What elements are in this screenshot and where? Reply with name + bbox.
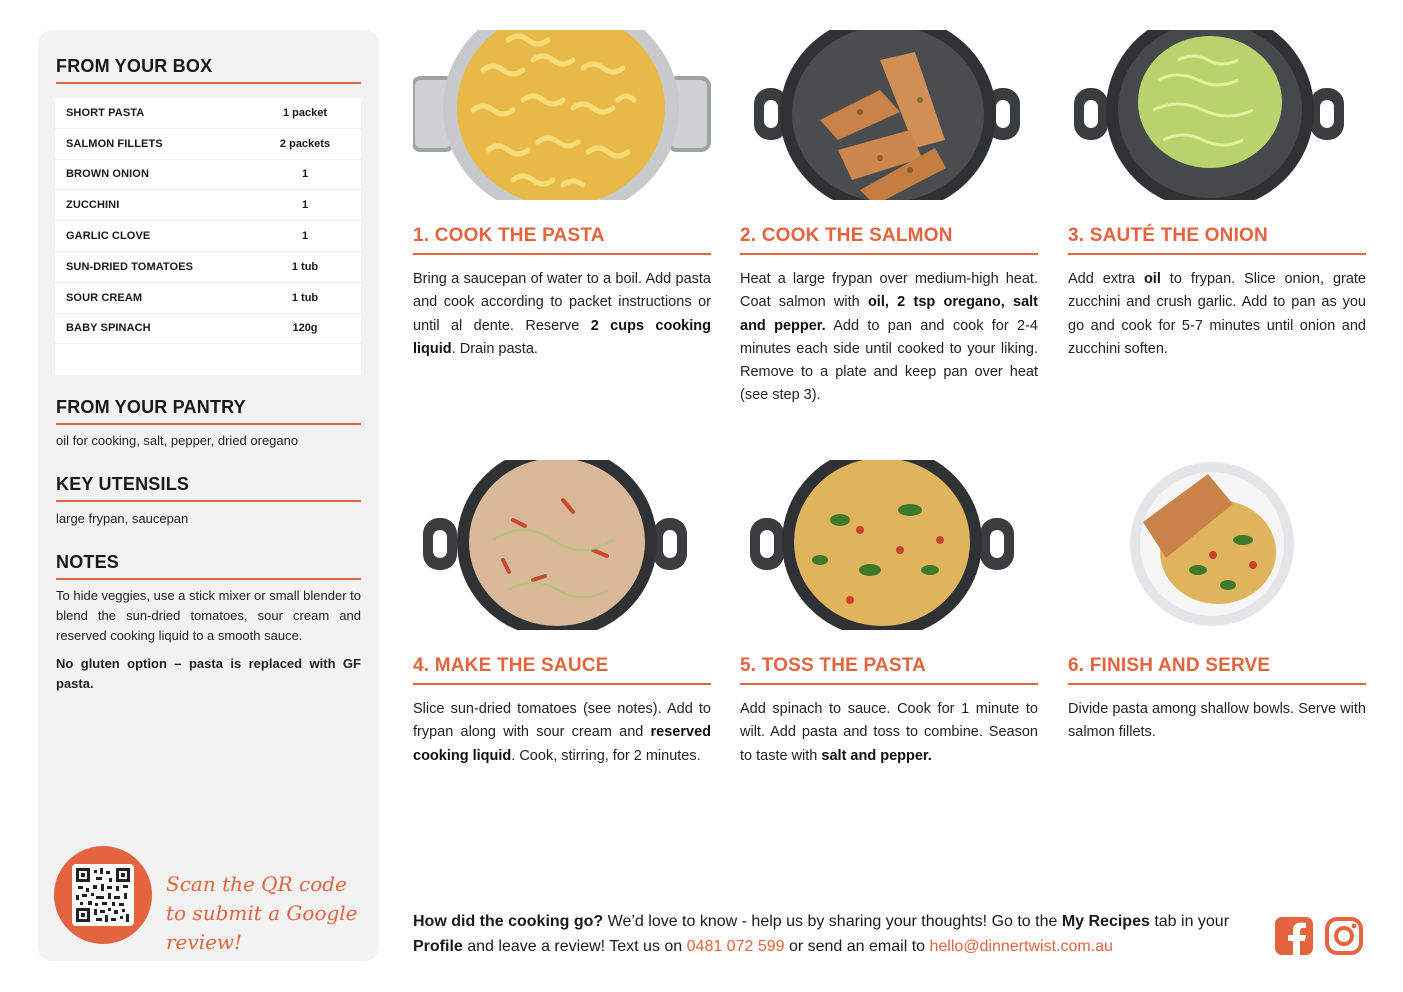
sidebar-panel	[38, 30, 379, 961]
ingredient-name: SHORT PASTA	[66, 106, 145, 119]
ingredient-row	[55, 190, 361, 221]
ingredient-qty: 2 packets	[279, 137, 331, 150]
step-title: 6. FINISH AND SERVE	[1068, 655, 1271, 676]
my-recipes-link[interactable]: My Recipes	[1061, 913, 1150, 930]
ingredient-name: ZUCCHINI	[66, 199, 120, 212]
ingredient-row	[55, 129, 361, 160]
footer-text: tab in your	[1149, 913, 1230, 930]
step-rule	[1068, 683, 1366, 685]
step-title: 2. COOK THE SALMON	[740, 225, 953, 246]
ingredient-qty: 1 tub	[291, 260, 319, 273]
ingredient-qty: 1	[301, 230, 309, 243]
ingredient-name: SOUR CREAM	[66, 291, 143, 304]
step-title: 3. SAUTÉ THE ONION	[1068, 225, 1268, 246]
ingredient-qty: 120g	[292, 322, 318, 335]
ingredient-name: BROWN ONION	[66, 168, 149, 181]
facebook-icon[interactable]	[1275, 917, 1313, 955]
step-rule	[740, 683, 1038, 685]
step-body-text: Add to pan and cook for 2-4 minutes each side until cooked to your liking. Remove to a plate and keep pan over heat (see step 3).	[740, 317, 1038, 404]
heading-rule	[56, 578, 361, 580]
ingredient-row	[55, 221, 361, 252]
qr-caption: Scan the QR code to submit a Google review!	[166, 872, 358, 954]
utensils-text: large frypan, saucepan	[56, 511, 189, 526]
pasta-in-saucepan-photo	[413, 30, 711, 200]
pantry-heading: FROM YOUR PANTRY	[56, 397, 246, 417]
notes-heading: NOTES	[56, 552, 120, 572]
pasta-tossed-frypan-photo	[740, 460, 1038, 630]
step-body-text: Slice sun-dried tomatoes (see notes). Add to frypan along with sour cream and	[413, 701, 711, 741]
ingredient-row	[55, 160, 361, 191]
step-body-text: to frypan. Slice onion, grate zucchini and crush garlic. Add to pan as you go and cook for 5-7 minutes until onion and zucchini soften.	[1068, 271, 1366, 357]
gluten-note: No gluten option – pasta is replaced with GF pasta.	[56, 656, 361, 691]
ingredient-row	[55, 252, 361, 283]
heading-rule	[56, 423, 361, 425]
step-body-bold: 2 cups cooking liquid	[413, 317, 711, 357]
footer-question: How did the cooking go?	[413, 913, 604, 930]
phone-link[interactable]: 0481 072 599	[686, 938, 785, 955]
ingredient-name: GARLIC CLOVE	[66, 230, 151, 243]
step-body-text: . Drain pasta.	[451, 340, 538, 357]
footer-text: and leave a review! Text us on	[462, 938, 687, 955]
step-body	[1068, 698, 1366, 745]
ingredient-row	[55, 314, 361, 345]
ingredient-name: BABY SPINACH	[66, 322, 151, 335]
from-your-box-heading: FROM YOUR BOX	[56, 56, 213, 76]
footer-text: or send an email to	[784, 938, 930, 955]
step-body-text: Add extra	[1068, 271, 1144, 287]
email-link[interactable]: hello@dinnertwist.com.au	[929, 938, 1113, 955]
qr-badge[interactable]	[54, 846, 152, 944]
step-body-text: Divide pasta among shallow bowls. Serve with salmon fillets.	[1068, 701, 1366, 741]
qr-code-icon[interactable]	[72, 864, 134, 926]
step-title: 4. MAKE THE SAUCE	[413, 655, 609, 676]
footer-text: We’d love to know - help us by sharing your thoughts! Go to the	[603, 913, 1062, 930]
review-footer	[413, 909, 1258, 959]
step-body	[1068, 268, 1366, 361]
step-body	[413, 698, 711, 768]
profile-link[interactable]: Profile	[413, 938, 463, 955]
step-title: 1. COOK THE PASTA	[413, 225, 605, 246]
box-ingredients-table	[55, 98, 361, 375]
step-body-bold: reserved cooking liquid	[413, 724, 711, 764]
heading-rule	[56, 500, 361, 502]
ingredient-row	[55, 283, 361, 314]
ingredient-row	[55, 98, 361, 129]
step-title: 5. TOSS THE PASTA	[740, 655, 927, 676]
step-body-bold: oil	[1143, 271, 1161, 287]
ingredient-qty: 1 tub	[291, 291, 319, 304]
ingredient-qty: 1	[301, 199, 309, 212]
step-rule	[413, 683, 711, 685]
step-rule	[1068, 253, 1366, 255]
step-body	[740, 698, 1038, 768]
step-body-bold: oil, 2 tsp oregano, salt and pepper.	[740, 294, 1038, 334]
heading-rule	[56, 82, 361, 84]
ingredient-name: SALMON FILLETS	[66, 137, 163, 150]
ingredient-qty: 1 packet	[282, 106, 328, 119]
step-body-bold: salt and pepper.	[821, 747, 932, 764]
creamy-sauce-frypan-photo	[413, 460, 711, 630]
instagram-icon[interactable]	[1325, 917, 1363, 955]
pantry-text: oil for cooking, salt, pepper, dried oregano	[56, 433, 299, 448]
step-body	[413, 268, 711, 361]
step-rule	[740, 253, 1038, 255]
ingredient-qty: 1	[301, 168, 309, 181]
step-body-text: Bring a saucepan of water to a boil. Add pasta and cook according to packet instructions or until al dente. Reserve	[413, 271, 711, 334]
salmon-in-frypan-photo	[740, 30, 1038, 200]
notes-text: To hide veggies, use a stick mixer or small blender to blend the sun-dried tomatoes, sour cream and reserved cooking liquid to a smooth sauce.	[56, 588, 361, 643]
utensils-heading: KEY UTENSILS	[56, 474, 190, 494]
step-body-text: . Cook, stirring, for 2 minutes.	[511, 747, 701, 764]
step-body-text: Heat a large frypan over medium-high heat. Coat salmon with	[740, 271, 1038, 311]
onion-zucchini-frypan-photo	[1068, 30, 1366, 200]
step-body	[740, 268, 1038, 408]
plated-salmon-pasta-photo	[1068, 460, 1366, 630]
step-body-text: Add spinach to sauce. Cook for 1 minute to wilt. Add pasta and toss to combine. Season to taste with	[740, 701, 1038, 764]
step-rule	[413, 253, 711, 255]
ingredient-name: SUN-DRIED TOMATOES	[66, 260, 194, 273]
